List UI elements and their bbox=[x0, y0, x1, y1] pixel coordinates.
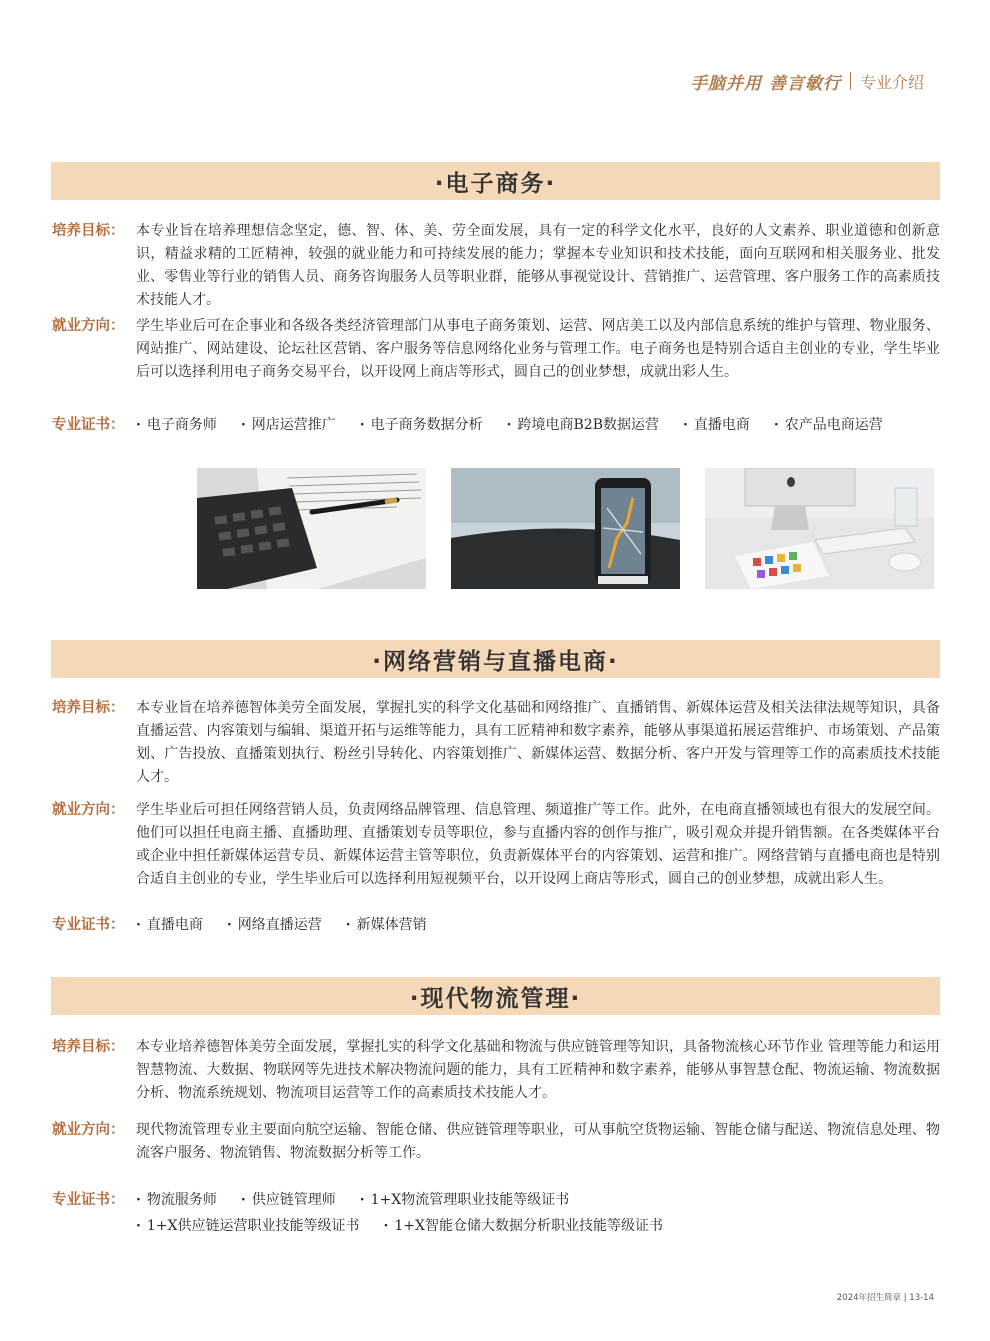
goal-text: 本专业旨在培养德智体美劳全面发展，掌握扎实的科学文化基础和网络推广、直播销售、新媒体运营及相关法律法规等知识，具备直播运营、内容策划与编辑、渠道开拓与运维等能力，具有工匠精神和数字素养，能够从事渠道拓展运营维护、市场策划、产品策划、广告投放、直播策划执行、粉丝引导转化、内容策划推广、新媒体运营、数据分析、客户开发与管理等工作的高素质技术技能人才。 bbox=[136, 700, 940, 785]
career-row-logistics bbox=[52, 1119, 940, 1165]
cert-item: · 直播电商 bbox=[136, 914, 203, 937]
career-label: 就业方向： bbox=[52, 1122, 125, 1138]
cert-item: · 电子商务师 bbox=[136, 414, 217, 437]
career-text: 现代物流管理专业主要面向航空运输、智能仓储、供应链管理等职业，可从事航空货物运输、智能仓储与配送、物流信息处理、物流客户服务、物流销售、物流数据分析等工作。 bbox=[136, 1122, 940, 1161]
motto: 手脑并用 善言敏行 bbox=[690, 73, 841, 94]
cert-item: · 网店运营推广 bbox=[241, 414, 336, 437]
career-row-live-marketing bbox=[52, 799, 940, 891]
section-title-bar-ecommerce bbox=[51, 162, 940, 200]
goal-row-live-marketing bbox=[52, 697, 940, 789]
section-title: ·网络营销与直播电商· bbox=[372, 648, 619, 675]
cert-label: 专业证书： bbox=[52, 917, 125, 933]
section-title: ·电子商务· bbox=[434, 170, 557, 197]
career-label: 就业方向： bbox=[52, 318, 125, 334]
cert-item: · 1+X智能仓储大数据分析职业技能等级证书 bbox=[383, 1215, 662, 1238]
cert-item: · 1+X物流管理职业技能等级证书 bbox=[360, 1189, 569, 1212]
photo-strip bbox=[197, 468, 934, 589]
cert-item: · 直播电商 bbox=[683, 414, 750, 437]
career-row-ecommerce bbox=[52, 315, 940, 384]
career-text: 学生毕业后可担任网络营销人员，负责网络品牌管理、信息管理、频道推广等工作。此外，在电商直播领域也有很大的发展空间。他们可以担任电商主播、直播助理、直播策划专员等职位，参与直播内容的创作与推广，吸引观众并提升销售额。在各类媒体平台或企业中担任新媒体运营专员、新媒体运营主管等职位，负责新媒体平台的内容策划、运营和推广。网络营销与直播电商也是特别合适自主创业的专业，学生毕业后可以选择利用短视频平台，以开设网上商店等形式，圆自己的创业梦想，成就出彩人生。 bbox=[136, 802, 940, 887]
section-title-bar-logistics bbox=[51, 977, 940, 1015]
page-header bbox=[690, 66, 924, 96]
goal-row-ecommerce bbox=[52, 220, 940, 312]
cert-row-live-marketing bbox=[52, 914, 940, 937]
cert-item: · 农产品电商运营 bbox=[774, 414, 883, 437]
goal-text: 本专业旨在培养理想信念坚定，德、智、体、美、劳全面发展，具有一定的科学文化水平，良好的人文素养、职业道德和创新意识，精益求精的工匠精神，较强的就业能力和可持续发展的能力；掌握本专业知识和技术技能，面向互联网和相关服务业、批发业、零售业等行业的销售人员、商务咨询服务人员等职业群，能够从事视觉设计、营销推广、运营管理、客户服务工作的高素质技术技能人才。 bbox=[136, 223, 940, 308]
career-text: 学生毕业后可在企事业和各级各类经济管理部门从事电子商务策划、运营、网店美工以及内部信息系统的维护与管理、物业服务、网站推广、网站建设、论坛社区营销、客户服务等信息网络化业务与管理工作。电子商务也是特别合适自主创业的专业，学生毕业后可以选择利用电子商务交易平台，以开设网上商店等形式，圆自己的创业梦想，成就出彩人生。 bbox=[136, 318, 940, 380]
cert-row-ecommerce bbox=[52, 414, 940, 437]
page-footer: 2024年招生简章 | 13-14 bbox=[836, 1293, 934, 1303]
cert-line bbox=[136, 1215, 940, 1238]
cert-label: 专业证书： bbox=[52, 1192, 125, 1208]
header-title: 专业介绍 bbox=[859, 72, 924, 92]
cert-row-logistics bbox=[52, 1189, 940, 1238]
cert-list bbox=[136, 1189, 940, 1238]
cert-line bbox=[136, 1189, 940, 1212]
header-divider bbox=[850, 72, 851, 90]
cert-item: · 供应链管理师 bbox=[241, 1189, 336, 1212]
cert-item: · 电子商务数据分析 bbox=[360, 414, 483, 437]
computer-desk-photo bbox=[705, 468, 934, 589]
goal-label: 培养目标： bbox=[52, 700, 125, 716]
section-title-bar-live-marketing bbox=[51, 640, 940, 678]
phone-navigation-photo bbox=[451, 468, 680, 589]
cert-item: · 跨境电商B2B数据运营 bbox=[507, 414, 659, 437]
cert-item: · 物流服务师 bbox=[136, 1189, 217, 1212]
career-label: 就业方向： bbox=[52, 802, 125, 818]
goal-label: 培养目标： bbox=[52, 223, 125, 239]
cert-list bbox=[136, 414, 940, 437]
cert-item: · 网络直播运营 bbox=[227, 914, 322, 937]
cert-label: 专业证书： bbox=[52, 417, 125, 433]
cert-list bbox=[136, 914, 940, 937]
calculator-documents-photo bbox=[197, 468, 426, 589]
cert-item: · 1+X供应链运营职业技能等级证书 bbox=[136, 1215, 359, 1238]
section-title: ·现代物流管理· bbox=[409, 985, 582, 1012]
goal-text: 本专业培养德智体美劳全面发展，掌握扎实的科学文化基础和物流与供应链管理等知识，具备物流核心环节作业 管理等能力和运用智慧物流、大数据、物联网等先进技术解决物流问题的能力，具有工匠精神和数字素养，能够从事智慧仓配、物流运输、物流数据分析、物流系统规划、物流项目运营等工作的高素质技术技能人才。 bbox=[136, 1039, 940, 1101]
goal-row-logistics bbox=[52, 1036, 940, 1105]
cert-item: · 新媒体营销 bbox=[346, 914, 427, 937]
goal-label: 培养目标： bbox=[52, 1039, 125, 1055]
